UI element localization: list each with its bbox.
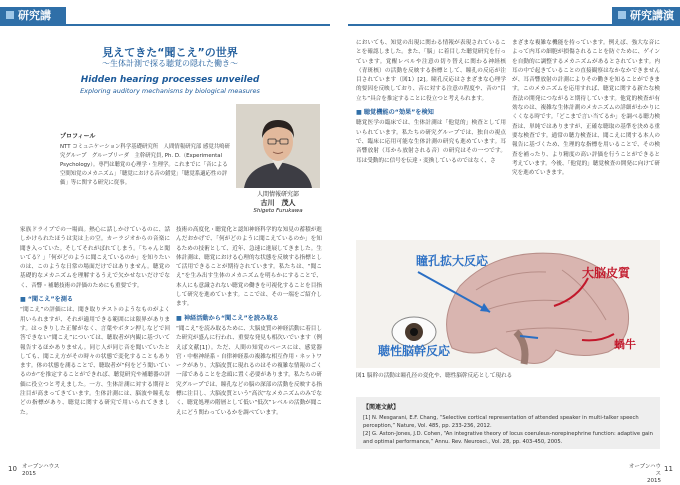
page-number-right: 11	[664, 465, 673, 473]
page-number-left: 10	[8, 465, 17, 473]
article-title: 見えてきた“聞こえ”の世界	[102, 46, 238, 59]
column-2	[176, 226, 322, 464]
figure-1	[356, 240, 660, 368]
footer-year: 2015	[647, 478, 661, 484]
section-paragraph: 聴覚医学の臨床では、生体計測は「他覚的」検査として用いられています。私たちの研究グループでは、独自の視点で、臨床に応用可能な生体計測の研究も進めています。耳音響放射（耳から放射される音）の研究はその一つです。耳は受動的に信号を伝達・変換しているのではなく、さ	[356, 120, 506, 164]
label-cochlea: 蝸牛	[614, 338, 636, 351]
paragraph: においても、知覚の出現に関わる情報が表現されていることを確認しました。また、「脳」に着目した聴覚研究を行っています。覚醒レベルや注意の切り替えに関わる神経核（青斑核）の活動を反映する指標として、瞳孔の反応が注目されています（図1）[2]。瞳孔反応はさまざまな心理学的要因を反映しており、音に対する注意の程度や、音の“目立ち”具合を推定することに役立つと考えられます。	[356, 40, 506, 102]
section-tab-label: 研究講演	[18, 9, 51, 39]
profile-box	[60, 131, 230, 188]
section-paragraph: “聞こえ”の評価には、聞き取りテストのようなものがよく用いられますが、それが適用できる範囲には限界があります。はっきりした正解がなく、言葉やボタン押しなどで回答できない“聞こえ”については、聴取者が内観に基づいて報告するほかありません。同じ人が同じ音を聞いていたとしても、聞こえ方がその時々の状態で変化することもあります。体の状態を測ることで、聴取者が“何をどう聞いているのか”を推定することができれば、聴覚研究や補聴器の評価に役立つと考えました。一方、生体計測に対する期待と注目が高まってきています。生体計測には、脳波や瞳孔などの指標があり、聴覚に関する研究で用いられてきました。	[20, 307, 170, 416]
profile-label: プロフィール	[60, 133, 96, 140]
article-title-en: Hidden hearing processes unveiled	[80, 75, 260, 85]
intro-paragraph: 家族ドライブでの一場面。熱心に話しかけているのに、話しかけられたほうは実は上の空。カーラジオからの音楽に聞き入っていた。そしてそれがばれてしまう。「ちゃんと聞いてる？」「何がどのように聞こえているのか」を知りたいのは、このような日常の場面だけではありません。聴覚の基礎的なメカニズムを理解するうえで欠かせないだけでなく、音響・補聴技術の評価のためにも重要です。	[20, 227, 170, 289]
section-tab-right	[612, 7, 680, 24]
author-dept: 人間情報研究部	[256, 191, 299, 198]
article-subtitle: 〜生体計測で探る聴覚の隠れた働き〜	[102, 59, 238, 68]
references-label: 【関連文献】	[363, 404, 400, 411]
column-3	[356, 39, 506, 235]
author-caption	[236, 191, 320, 215]
footer-publication: オープンハウス	[22, 464, 60, 470]
column-4	[512, 39, 660, 235]
label-cortex: 大脳皮質	[582, 266, 631, 280]
header-rule-left	[0, 24, 330, 26]
section-heading: ■ 神経活動から“聞こえ”を読み取る	[176, 314, 322, 323]
section-heading: ■ 聴覚機能の“効果”を検知	[356, 108, 506, 117]
reference-item: [1] N. Mesgarani, E.F. Chang, “Selective cortical representation of attended speaker in multi-talker speech perception,” Nature, Vol. 485, pp. 233-236, 2012.	[363, 415, 639, 429]
paragraph: まざまな複雑な機能を持っています。例えば、強大な音によって内耳の細胞が損傷されることを防ぐために、ゲインを自動的に調整するメカニズムがあるとされています。内耳の中で起きていることの直接観察はなかなかできませんが、耳音響放射の計測によりその働きを知ることができます。このメカニズムを応用すれば、聴覚に関する新たな検査法の開発につながると期待しています。他覚的検査が有効なのは、複雑な生体計測のメカニズムの詳細がわかりにくくなる時です。「どこまで言い当てるか」を調べる聴力検査は、単純ではありますが、正確な聴取の基準を決める重要な検査です。通常の聴力検査は、聞こえに関する本人の報告に基づくため、生理的な指標を用いることで、その検査を補ったり、より精度の高い評価を行うことができると考えています。今後、「他覚的」聴覚検査の開発に向けて研究を進めていきます。	[512, 40, 660, 177]
section-tab-label: 研究講演	[630, 9, 674, 22]
profile-text: NTT コミュニケーション科学基礎研究所 人間情報研究部 感覚共鳴研究グループ グループリーダ 主幹研究員, Ph. D.（Experimental Psychology）。専門は聴覚の心理学・生理学。これまでに「音による空間知覚のメカニズム」「聴覚における音の錯覚」「聴覚系適応性の評価」等に関する研究に従事。	[60, 144, 230, 186]
section-tab-left	[0, 7, 66, 39]
author-photo	[236, 104, 320, 188]
header-rule-right	[348, 24, 680, 26]
reference-item: [2] G. Aston-Jones, J.D. Cohen, “An integrative theory of locus coeruleus-norepinephrine function: adaptive gain and optimal performance,” Annu. Rev. Neurosci., Vol. 28, pp. 403-450, 2005.	[363, 431, 653, 445]
paragraph: 技術の高度化・聴覚化と認知神経科学的な知見の蓄積が進んだおかげで、「何がどのように聞こえているのか」を知るための技術として、近年、急速に進展してきました。生体計測は、聴覚における心理的な状態を反映する指標として活用できることが期待されています。私たちは、“聞こえ”を生み出す生体のメカニズムを明らかにすることで、本人にも意識されない聴覚の働きを可視化することを目指して研究を進めています。ここでは、その一端をご紹介します。	[176, 227, 322, 308]
section-heading: ■ “聞こえ”を測る	[20, 295, 170, 304]
author-name: 古川 茂人	[260, 199, 296, 207]
figure-caption: 図1 脳幹の活動は瞳孔径の変化や、聴性脳幹反応として現れる	[356, 373, 513, 379]
references-box	[356, 397, 660, 449]
label-pupil-response: 瞳孔拡大反応	[416, 254, 489, 268]
footer-publication: オープンハウス	[628, 464, 661, 477]
footer-left	[22, 464, 59, 478]
label-brainstem-response: 聴性脳幹反応	[378, 344, 451, 358]
portrait-illustration	[236, 104, 320, 188]
footer-year: 2015	[22, 471, 36, 477]
section-paragraph: “聞こえ”を読み取るために、大脳皮質の神経活動に着目した研究が盛んに行われ、重要な発見も相次いでいます（例えば文献[1]）。ただ、人間の知覚のベースには、感覚器官・中枢神経系・自律神経系の複雑な相互作用・ネットワークがあり、大脳皮質に現れるのはその複雑な情報のごく一部であることを念頭に置く必要があります。私たちの研究グループでは、瞳孔などの脳の深部の活動を反映する指標に注目し、大脳皮質という“高次”なメカニズムのみでなく、聴覚処理の階層として低い“低次”レベルの活動が聞こえにどう関わっているかを調べています。	[176, 325, 322, 416]
article-subtitle-en: Exploring auditory mechanisms by biological measures	[80, 87, 260, 95]
column-1	[20, 226, 170, 464]
author-name-en: Shigeto Furukawa	[253, 208, 303, 214]
